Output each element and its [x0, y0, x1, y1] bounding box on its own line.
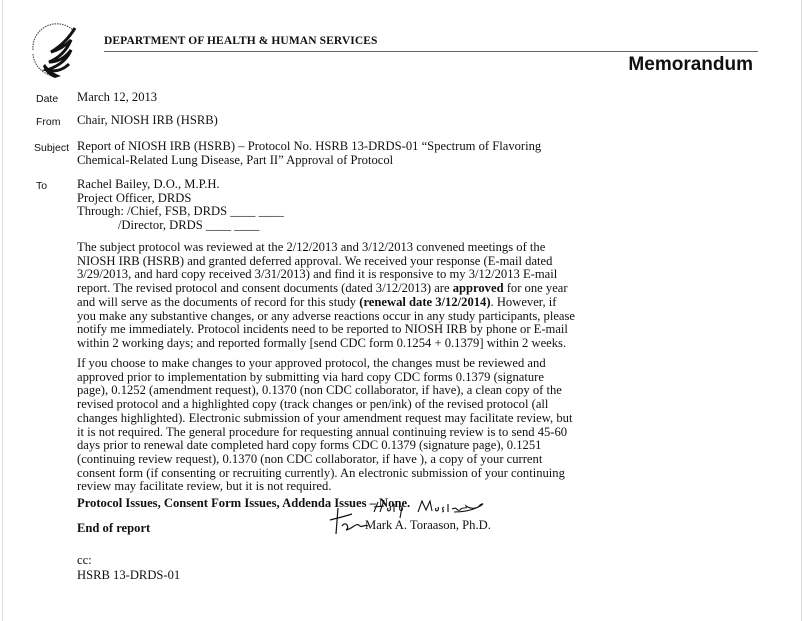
from-value: Chair, NIOSH IRB (HSRB) — [77, 113, 218, 127]
subject-line: Chemical-Related Lung Disease, Part II” Approval of Protocol — [77, 152, 394, 167]
bold-text: approved — [452, 281, 504, 296]
paragraph-line — [77, 296, 575, 310]
header-rule — [104, 51, 758, 52]
to-value — [77, 178, 284, 233]
text-run: consent form (if consenting or recruiting currently). An electronic submission of your continuing — [77, 465, 565, 480]
text-run: notify me immediately. Protocol incidents need to be reported to NIOSH IRB by phone or E-mail — [77, 322, 568, 337]
subject-line: Report of NIOSH IRB (HSRB) – Protocol No. HSRB 13-DRDS-01 “Spectrum of Flavoring — [77, 139, 542, 153]
to-line: Project Officer, DRDS — [77, 190, 192, 205]
paragraph-approval — [77, 241, 575, 351]
text-run: If you choose to make changes to your approved protocol, the changes must be reviewed and — [77, 356, 546, 370]
text-run: and will serve as the documents of record for this study — [77, 294, 360, 309]
text-run: you make any substantive changes, or any adverse reactions occur in any study participants, please — [77, 308, 575, 323]
paragraph-line — [77, 323, 575, 337]
to-line: Through: /Chief, FSB, DRDS ____ ____ — [77, 204, 284, 219]
paragraph-line — [77, 310, 575, 324]
paragraph-line — [77, 241, 575, 255]
text-run: review may facilitate review, but it is not required. — [77, 479, 332, 494]
paragraph-line — [77, 398, 572, 412]
paragraph-line — [77, 480, 572, 494]
page-edge-right — [801, 0, 802, 621]
text-run: The subject protocol was reviewed at the 2/12/2013 and 3/12/2013 convened meetings of the — [77, 240, 546, 254]
hhs-eagle-logo-icon — [25, 20, 91, 82]
paragraph-line — [77, 282, 575, 296]
subject-label: Subject — [34, 142, 70, 154]
text-run: changes highlighted). Electronic submission of your amendment request may facilitate review, but — [77, 410, 573, 425]
paragraph-line — [77, 426, 572, 440]
memorandum-title: Memorandum — [628, 54, 753, 75]
paragraph-line — [77, 453, 572, 467]
to-line: /Director, DRDS ____ ____ — [77, 218, 260, 233]
to-label: To — [36, 180, 48, 192]
end-of-report: End of report — [77, 521, 151, 535]
text-run: . However, if — [490, 294, 557, 309]
to-line: Rachel Bailey, D.O., M.P.H. — [77, 177, 220, 191]
text-run: within 2 working days; and reported formally [send CDC form 0.1254 + 0.1379] within 2 weeks. — [77, 335, 567, 350]
paragraph-line — [77, 384, 572, 398]
date-value: March 12, 2013 — [77, 90, 158, 104]
issues-line: Protocol Issues, Consent Form Issues, Addenda Issues – None. — [77, 496, 411, 510]
paragraph-line — [77, 337, 575, 351]
paragraph-line — [77, 357, 572, 371]
bold-text: (renewal date 3/12/2014) — [359, 294, 491, 309]
paragraph-line — [77, 467, 572, 481]
text-run: page), 0.1252 (amendment request), 0.1370 (non CDC collaborator, if have), a clean copy of the — [77, 383, 562, 398]
from-label: From — [36, 116, 61, 128]
paragraph-line — [77, 268, 575, 282]
paragraph-line — [77, 255, 575, 269]
date-label: Date — [36, 93, 59, 105]
paragraph-line — [77, 371, 572, 385]
cc-label: cc: — [77, 553, 92, 567]
text-run: revised protocol and a highlighted copy (track changes or pen/ink) of the revised protocol (all — [77, 397, 549, 412]
cc-value: HSRB 13-DRDS-01 — [77, 568, 181, 582]
page-edge-left — [2, 0, 3, 621]
text-run: for one year — [503, 281, 568, 296]
text-run: days prior to renewal date completed hard copy forms CDC 0.1379 (signature page), 0.1251 — [77, 438, 542, 453]
text-run: approved prior to implementation by submitting via hard copy CDC forms 0.1379 (signature — [77, 369, 544, 384]
paragraph-line — [77, 412, 572, 426]
text-run: (continuing review request), 0.1370 (non CDC collaborator, if have ), a copy of your current — [77, 451, 543, 466]
paragraph-changes — [77, 357, 572, 494]
text-run: NIOSH IRB (HSRB) and granted deferred approval. We received your response (E-mail dated — [77, 253, 553, 268]
text-run: it is not required. The general procedure for requesting annual continuing review is to send 45-60 — [77, 424, 568, 439]
text-run: 3/29/2013, and hard copy received 3/31/2013) and find it is responsive to my 3/12/2013 E-mail — [77, 267, 558, 282]
paragraph-line — [77, 439, 572, 453]
department-heading: DEPARTMENT OF HEALTH & HUMAN SERVICES — [104, 35, 378, 47]
signatory-name: Mark A. Toraason, Ph.D. — [365, 518, 491, 532]
text-run: report. The revised protocol and consent documents (dated 3/12/2013) are — [77, 281, 453, 296]
subject-value — [77, 140, 541, 167]
